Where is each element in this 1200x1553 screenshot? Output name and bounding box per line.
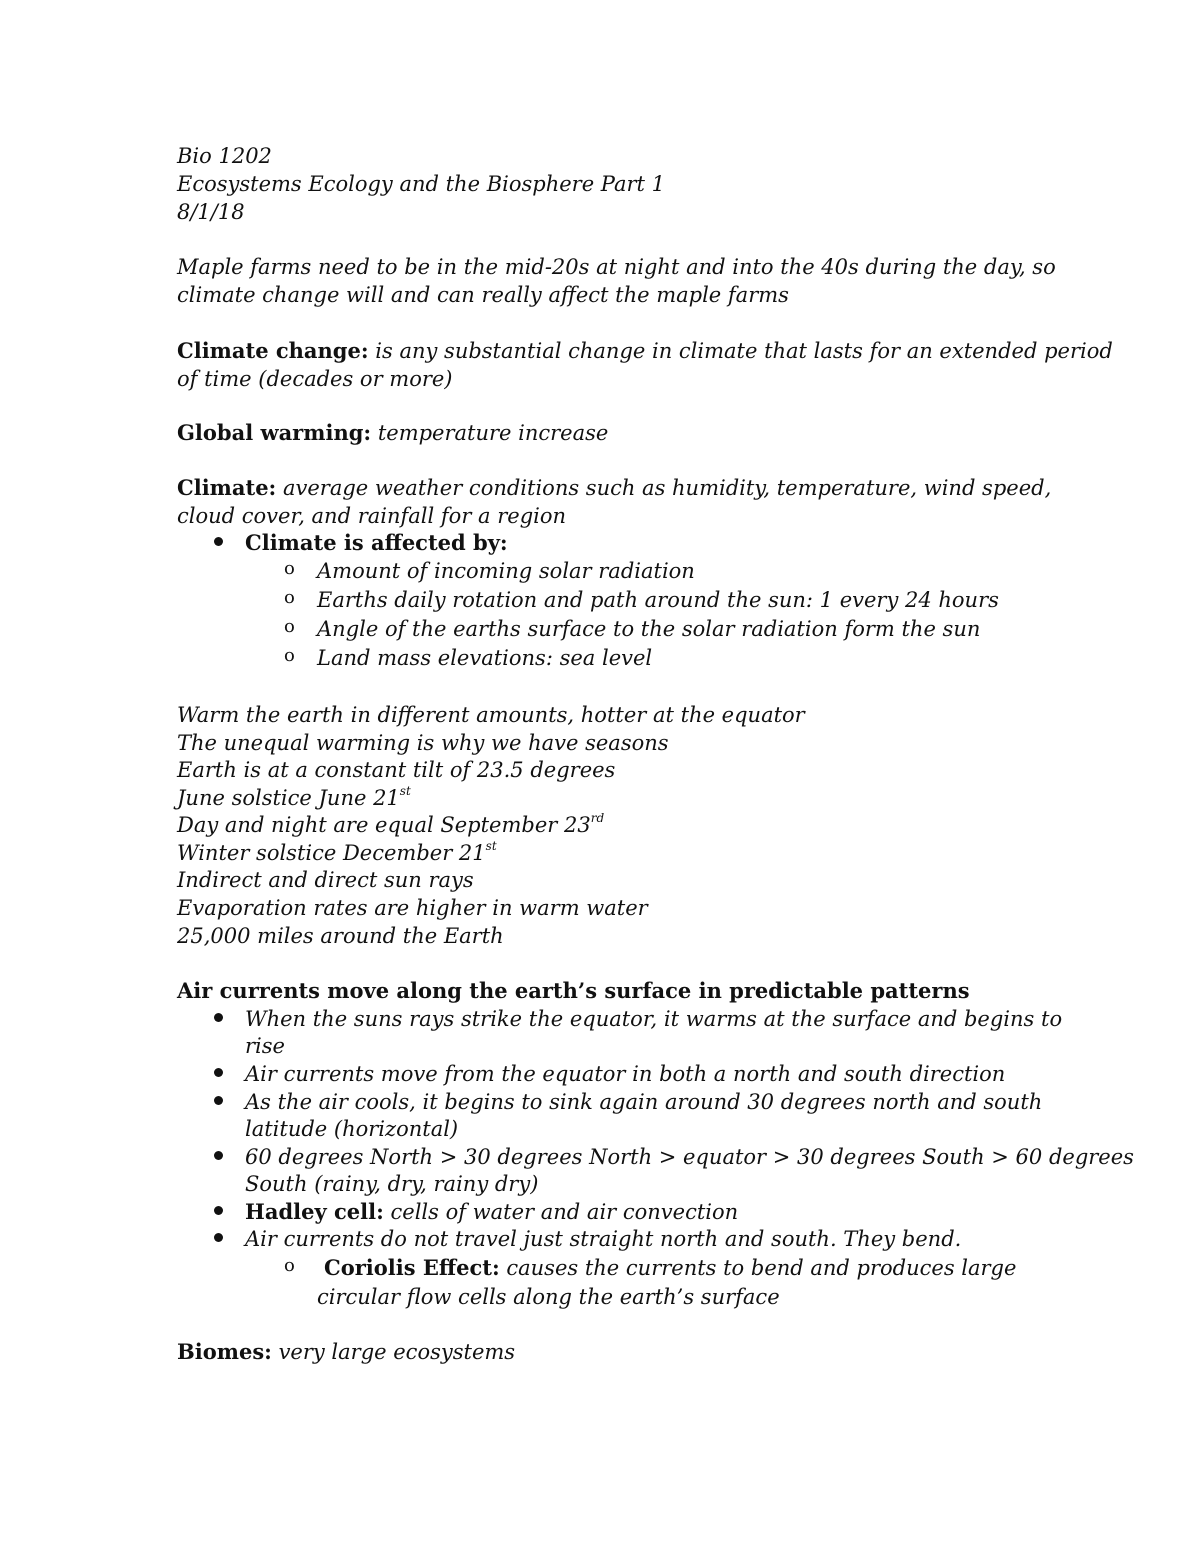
note-line: 25,000 miles around the Earth bbox=[177, 924, 504, 948]
air-currents-point-cont: rise bbox=[245, 1034, 285, 1058]
bullet-icon bbox=[214, 537, 223, 546]
bullet-icon bbox=[214, 1233, 223, 1242]
note-line: Warm the earth in different amounts, hotter at the equator bbox=[177, 703, 805, 727]
note-date: 8/1/18 bbox=[177, 200, 245, 224]
biomes-definition: Biomes: very large ecosystems bbox=[177, 1339, 516, 1364]
bullet-icon bbox=[214, 1206, 223, 1215]
note-line: Indirect and direct sun rays bbox=[177, 868, 474, 892]
air-currents-point-cont: latitude (horizontal) bbox=[245, 1117, 459, 1141]
bullet-icon bbox=[214, 1068, 223, 1077]
climate-factor: Land mass elevations: sea level bbox=[317, 646, 653, 670]
note-line: Day and night are equal September 23rd bbox=[177, 811, 605, 837]
climate-change-term: Climate change: bbox=[177, 338, 369, 363]
coriolis-definition-cont: circular flow cells along the earth’s surface bbox=[317, 1285, 780, 1309]
air-currents-point: 60 degrees North > 30 degrees North > equator > 30 degrees South > 60 degrees bbox=[245, 1145, 1134, 1169]
intro-line-1: Maple farms need to be in the mid-20s at night and into the 40s during the day, so bbox=[177, 255, 1056, 279]
air-currents-point: Air currents do not travel just straight north and south. They bend. bbox=[245, 1227, 962, 1251]
climate-factor: Angle of the earths surface to the solar radiation form the sun bbox=[317, 617, 981, 641]
coriolis-definition: Coriolis Effect: causes the currents to bend and produces large bbox=[324, 1255, 1017, 1280]
global-warming-definition: Global warming: temperature increase bbox=[177, 420, 609, 445]
note-line: Earth is at a constant tilt of 23.5 degrees bbox=[177, 758, 616, 782]
circle-bullet-icon: o bbox=[284, 645, 295, 666]
climate-factor: Earths daily rotation and path around the sun: 1 every 24 hours bbox=[317, 588, 999, 612]
bullet-icon bbox=[214, 1013, 223, 1022]
bullet-icon bbox=[214, 1151, 223, 1160]
climate-definition-cont: cloud cover, and rainfall for a region bbox=[177, 504, 567, 528]
coriolis-term: Coriolis Effect: bbox=[324, 1255, 500, 1280]
circle-bullet-icon: o bbox=[284, 616, 295, 637]
climate-change-definition: Climate change: is any substantial change in climate that lasts for an extended period bbox=[177, 338, 1113, 363]
air-currents-point: When the suns rays strike the equator, it warms at the surface and begins to bbox=[245, 1007, 1063, 1031]
climate-definition: Climate: average weather conditions such as humidity, temperature, wind speed, bbox=[177, 475, 1052, 500]
climate-change-definition-cont: of time (decades or more) bbox=[177, 367, 453, 391]
air-currents-point: Air currents move from the equator in both a north and south direction bbox=[245, 1062, 1006, 1086]
circle-bullet-icon: o bbox=[284, 1255, 295, 1276]
circle-bullet-icon: o bbox=[284, 587, 295, 608]
climate-term: Climate: bbox=[177, 475, 277, 500]
air-currents-point: As the air cools, it begins to sink again around 30 degrees north and south bbox=[245, 1090, 1043, 1114]
note-line: Winter solstice December 21st bbox=[177, 839, 497, 865]
air-currents-point: Hadley cell: cells of water and air convection bbox=[245, 1199, 739, 1224]
climate-factor: Amount of incoming solar radiation bbox=[317, 559, 695, 583]
note-line: Evaporation rates are higher in warm water bbox=[177, 896, 648, 920]
course-code: Bio 1202 bbox=[177, 144, 272, 168]
climate-affected-by-heading: Climate is affected by: bbox=[245, 530, 508, 555]
page-title: Ecosystems Ecology and the Biosphere Part 1 bbox=[177, 172, 666, 196]
circle-bullet-icon: o bbox=[284, 558, 295, 579]
air-currents-heading: Air currents move along the earth’s surface in predictable patterns bbox=[177, 978, 970, 1003]
air-currents-point-cont: South (rainy, dry, rainy dry) bbox=[245, 1172, 539, 1196]
bullet-icon bbox=[214, 1096, 223, 1105]
hadley-cell-term: Hadley cell: bbox=[245, 1199, 384, 1224]
intro-line-2: climate change will and can really affect the maple farms bbox=[177, 283, 789, 307]
biomes-term: Biomes: bbox=[177, 1339, 272, 1364]
note-line: The unequal warming is why we have seasons bbox=[177, 731, 669, 755]
note-line: June solstice June 21st bbox=[177, 784, 411, 810]
global-warming-term: Global warming: bbox=[177, 420, 372, 445]
